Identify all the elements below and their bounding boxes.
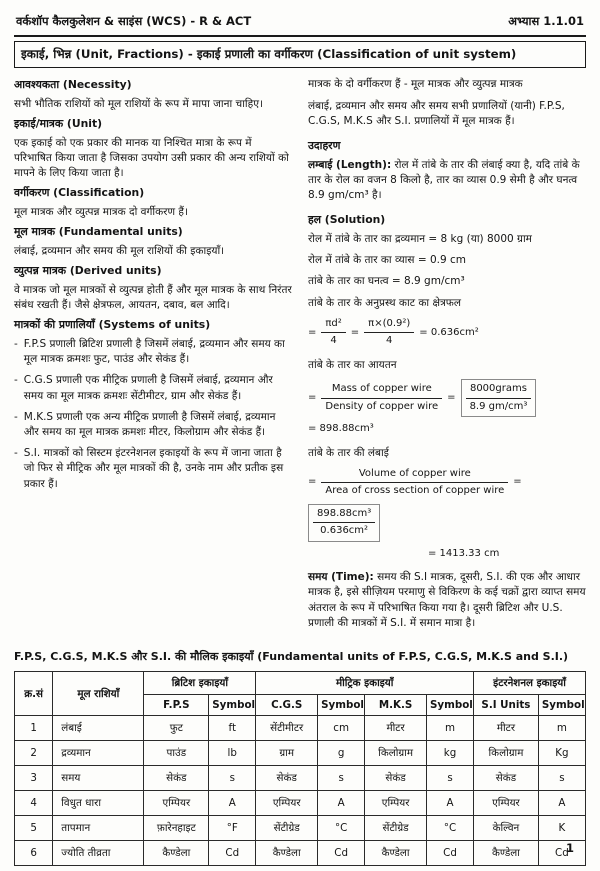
table-cell: विधुत धारा — [53, 791, 144, 816]
column-header-sno: क्र.सं — [15, 672, 53, 716]
fraction-numerator: 8000grams — [466, 382, 532, 399]
table-cell: एम्पियर — [256, 791, 318, 816]
table-cell: सेकंड — [144, 766, 209, 791]
table-cell: फ़ारेनहाइट — [144, 816, 209, 841]
fraction-numerator: Mass of copper wire — [321, 382, 442, 399]
intro-paragraph: मात्रक के दो वर्गीकरण हैं - मूल मात्रक और व्युत्पन्न मात्रक — [308, 78, 523, 91]
section-body: वे मात्रक जो मूल मात्रकों से व्युत्पन्न होती हैं और मूल मात्रक के साथ निरंतर संबंध रखती हैं। जैसे क्षेत्रफल, आयतन, दबाव, बल आदि। — [14, 283, 292, 312]
table-cell: कैण्डेला — [365, 841, 427, 866]
fraction — [321, 317, 345, 349]
fraction-denominator: 4 — [386, 335, 393, 347]
fraction-numerator: Volume of copper wire — [321, 467, 508, 484]
table-cell: ft — [209, 716, 256, 741]
equals-sign: = — [350, 326, 360, 338]
fraction-numerator: 898.88cm³ — [313, 507, 375, 524]
length-label: लम्बाई (Length): — [308, 158, 392, 171]
section-body: सभी भौतिक राशियों को मूल राशियों के रूप में मापा जाना चाहिए। — [14, 97, 264, 110]
column-group-international: इंटरनेशनल इकाइयाँ — [474, 672, 586, 695]
table-cell: ग्राम — [256, 741, 318, 766]
table-row — [15, 766, 586, 791]
column-group-metric: मीट्रिक इकाइयाँ — [256, 672, 474, 695]
solution-heading: हल (Solution) — [308, 213, 386, 227]
table-cell: 4 — [15, 791, 53, 816]
table-cell: कैण्डेला — [256, 841, 318, 866]
intro-paragraph: लंबाई, द्रव्यमान और समय और समय सभी प्रणालियों (यानी) F.P.S, C.G.S, M.K.S और S.I. प्रणालियों में मूल मात्रक हैं। — [308, 99, 565, 127]
area-formula — [308, 317, 586, 349]
table-cell: किलोग्राम — [474, 741, 539, 766]
table-cell: कैण्डेला — [144, 841, 209, 866]
section-unit — [14, 116, 292, 181]
list-item — [14, 373, 292, 403]
column-header-quantities: मूल राशियाँ — [53, 672, 144, 716]
table-cell: पाउंड — [144, 741, 209, 766]
table-cell: सेकंड — [365, 766, 427, 791]
table-cell: A — [427, 791, 474, 816]
table-row — [15, 741, 586, 766]
fraction-denominator: 4 — [330, 335, 337, 347]
table-cell: s — [209, 766, 256, 791]
solution-line: रोल में तांबे के तार का व्यास = 0.9 cm — [308, 254, 466, 267]
list-item-text: - C.G.S प्रणाली एक मीट्रिक प्रणाली है जिसमें लंबाई, द्रव्यमान और समय का मूल मात्रक क्रमशः सेंटीमीटर, ग्राम और सेकंड हैं। — [23, 374, 273, 402]
fraction-denominator: Density of copper wire — [325, 400, 439, 412]
fraction — [364, 317, 414, 349]
page-title: इकाई, भिन्न (Unit, Fractions) - इकाई प्रणाली का वर्गीकरण (Classification of unit system) — [14, 41, 586, 68]
page-number: 1 — [565, 841, 574, 855]
table-cell: °C — [318, 816, 365, 841]
fraction-denominator: 8.9 gm/cm³ — [469, 400, 528, 412]
table-cell: Cd — [427, 841, 474, 866]
units-table-body — [15, 716, 586, 866]
equals-sign: = — [308, 391, 317, 403]
length-formula — [308, 467, 586, 542]
content-columns — [14, 77, 586, 637]
formula-result: = 0.636cm² — [419, 326, 479, 338]
table-cell: 3 — [15, 766, 53, 791]
list-item — [14, 337, 292, 367]
table-cell: कैण्डेला — [474, 841, 539, 866]
length-calc-label: तांबे के तार की लंबाई — [308, 446, 389, 459]
table-cell: g — [318, 741, 365, 766]
section-body: लंबाई, द्रव्यमान और समय की मूल राशियों की इकाइयाँ। — [14, 244, 225, 257]
table-cell: Cd — [538, 841, 585, 866]
section-derived-units — [14, 263, 292, 313]
table-cell: A — [538, 791, 585, 816]
table-cell: फुट — [144, 716, 209, 741]
table-cell: सेकंड — [256, 766, 318, 791]
fraction-numerator: π×(0.9²) — [364, 317, 414, 334]
fraction-numerator: πd² — [321, 317, 345, 334]
column-header-fps: F.P.S — [144, 695, 209, 716]
section-classification — [14, 185, 292, 220]
table-cell: सेंटीमीटर — [256, 716, 318, 741]
section-systems-of-units — [14, 317, 292, 492]
column-header-mks: M.K.S — [365, 695, 427, 716]
list-item-text: - S.I. मात्रकों को सिस्टम इंटरनेशनल इकाइयों के रूप में जाना जाता है जो फिर से मीट्रिक और मूल मात्रकों की है, उनके नाम और प्रतीक इस प्रकार हैं। — [23, 447, 284, 490]
section-heading: मात्रकों की प्रणालियाँ (Systems of units) — [14, 318, 211, 332]
table-cell: एम्पियर — [474, 791, 539, 816]
column-group-british: ब्रिटिश इकाइयाँ — [144, 672, 256, 695]
list-item-text: - F.P.S प्रणाली ब्रिटिश प्रणाली है जिसमें लंबाई, द्रव्यमान और समय का मूल मात्रक क्रमशः फुट, पाउंड और सेकंड हैं। — [23, 337, 285, 366]
fraction-denominator: Area of cross section of copper wire — [325, 485, 505, 497]
table-cell: समय — [53, 766, 144, 791]
table-cell: cm — [318, 716, 365, 741]
section-heading: मूल मात्रक (Fundamental units) — [14, 225, 183, 239]
formula-result: = 898.88cm³ — [308, 423, 374, 435]
length-problem-text: रोल में तांबे के तार की लंबाई क्या है, यदि तांबे के तार के रोल का वजन 8 किलो है, तार का व्यास 0.9 सेमी है और घनत्व 8.9 gm/cm³ है। — [308, 158, 580, 202]
time-paragraph — [308, 570, 586, 631]
page-header — [14, 10, 586, 37]
table-cell: Cd — [209, 841, 256, 866]
header-title-left: वर्कशॉप कैलकुलेशन & साइंस (WCS) - R & ACT — [16, 14, 252, 28]
section-fundamental-units — [14, 224, 292, 259]
table-cell: m — [427, 716, 474, 741]
table-cell: °C — [427, 816, 474, 841]
right-column — [308, 77, 586, 637]
list-item — [14, 410, 292, 440]
table-row — [15, 841, 586, 866]
column-header-fps-symbol: Symbol — [209, 695, 256, 716]
table-cell: द्रव्यमान — [53, 741, 144, 766]
length-formula-result: = 1413.33 cm — [428, 547, 500, 559]
table-cell: 1 — [15, 716, 53, 741]
table-cell: सेंटीग्रेड — [256, 816, 318, 841]
section-heading: आवश्यकता (Necessity) — [14, 78, 132, 92]
table-row — [15, 816, 586, 841]
equals-sign: = — [308, 326, 317, 338]
section-heading: इकाई/मात्रक (Unit) — [14, 117, 103, 131]
fraction — [308, 504, 380, 542]
table-cell: s — [538, 766, 585, 791]
table-cell: s — [318, 766, 365, 791]
list-item-text: - M.K.S प्रणाली एक अन्य मीट्रिक प्रणाली है जिसमें लंबाई, द्रव्यमान और समय का मूल मात्रक क्रमशः मीटर, किलोग्राम और सेकंड हैं। — [23, 410, 276, 439]
table-row — [15, 716, 586, 741]
table-cell: 5 — [15, 816, 53, 841]
equals-sign: = — [513, 476, 522, 488]
table-cell: ज्योति तीव्रता — [53, 841, 144, 866]
equals-sign: = — [308, 476, 317, 488]
table-cell: एम्पियर — [144, 791, 209, 816]
table-cell: लंबाई — [53, 716, 144, 741]
example-heading: उदाहरण — [308, 138, 341, 152]
table-cell: 6 — [15, 841, 53, 866]
fraction — [321, 382, 442, 414]
table-cell: एम्पियर — [365, 791, 427, 816]
time-text: समय की S.I मात्रक, दूसरी, S.I. की एक और आधार मात्रक है, इसे सीज़ियम परमाणु से विकिरण के कई चक्रों द्वारा व्याप्त समय अंतराल के रूप में परिभाषित किया गया है। दूसरी ब्रिटिश और U.S. प्रणाली की मात्रकों में S.I. में समान मात्रा है। — [308, 571, 586, 629]
table-group-header-row — [15, 672, 586, 695]
header-exercise-number: अभ्यास 1.1.01 — [508, 14, 584, 28]
table-row — [15, 791, 586, 816]
section-body: मूल मात्रक और व्युत्पन्न मात्रक दो वर्गीकरण हैं। — [14, 206, 188, 219]
table-cell: A — [318, 791, 365, 816]
table-cell: lb — [209, 741, 256, 766]
table-cell: मीटर — [474, 716, 539, 741]
fraction — [461, 379, 537, 417]
column-header-si: S.I Units — [474, 695, 539, 716]
table-title: F.P.S, C.G.S, M.K.S और S.I. की मौलिक इकाइयाँ (Fundamental units of F.P.S, C.G.S, M.K.S and S.I.) — [14, 650, 569, 664]
list-item — [14, 446, 292, 492]
table-cell: K — [538, 816, 585, 841]
table-cell: किलोग्राम — [365, 741, 427, 766]
table-cell: मीटर — [365, 716, 427, 741]
fundamental-units-table — [14, 671, 586, 866]
table-cell: सेंटीग्रेड — [365, 816, 427, 841]
column-header-mks-symbol: Symbol — [427, 695, 474, 716]
table-cell: m — [538, 716, 585, 741]
table-cell: Cd — [318, 841, 365, 866]
solution-line: तांबे के तार का घनत्व = 8.9 gm/cm³ — [308, 275, 465, 288]
length-problem — [308, 158, 586, 204]
column-header-cgs: C.G.S — [256, 695, 318, 716]
time-label: समय (Time): — [308, 571, 374, 584]
solution-line: रोल में तांबे के तार का द्रव्यमान = 8 kg (या) 8000 ग्राम — [308, 232, 532, 245]
table-cell: kg — [427, 741, 474, 766]
section-heading: वर्गीकरण (Classification) — [14, 186, 145, 200]
fraction — [321, 467, 508, 499]
section-heading: व्युत्पन्न मात्रक (Derived units) — [14, 264, 162, 278]
table-cell: तापमान — [53, 816, 144, 841]
table-cell: Kg — [538, 741, 585, 766]
column-header-cgs-symbol: Symbol — [318, 695, 365, 716]
table-cell: s — [427, 766, 474, 791]
table-cell: केल्विन — [474, 816, 539, 841]
volume-label: तांबे के तार का आयतन — [308, 358, 397, 371]
left-column — [14, 77, 292, 637]
table-cell: A — [209, 791, 256, 816]
section-body: एक इकाई को एक प्रकार की मानक या निश्चित मात्रा के रूप में परिभाषित किया जाता है जिसका उपयोग उसी प्रकार की अन्य राशियों को मापने के लिए किया जाता है। — [14, 136, 289, 180]
table-cell: °F — [209, 816, 256, 841]
table-cell: सेकंड — [474, 766, 539, 791]
fraction-denominator: 0.636cm² — [320, 525, 369, 537]
section-necessity — [14, 77, 292, 112]
table-cell: 2 — [15, 741, 53, 766]
equals-sign: = — [447, 391, 456, 403]
volume-formula — [308, 379, 586, 437]
column-header-si-symbol: Symbol — [538, 695, 585, 716]
area-label: तांबे के तार के अनुप्रस्थ काट का क्षेत्रफल — [308, 296, 461, 309]
